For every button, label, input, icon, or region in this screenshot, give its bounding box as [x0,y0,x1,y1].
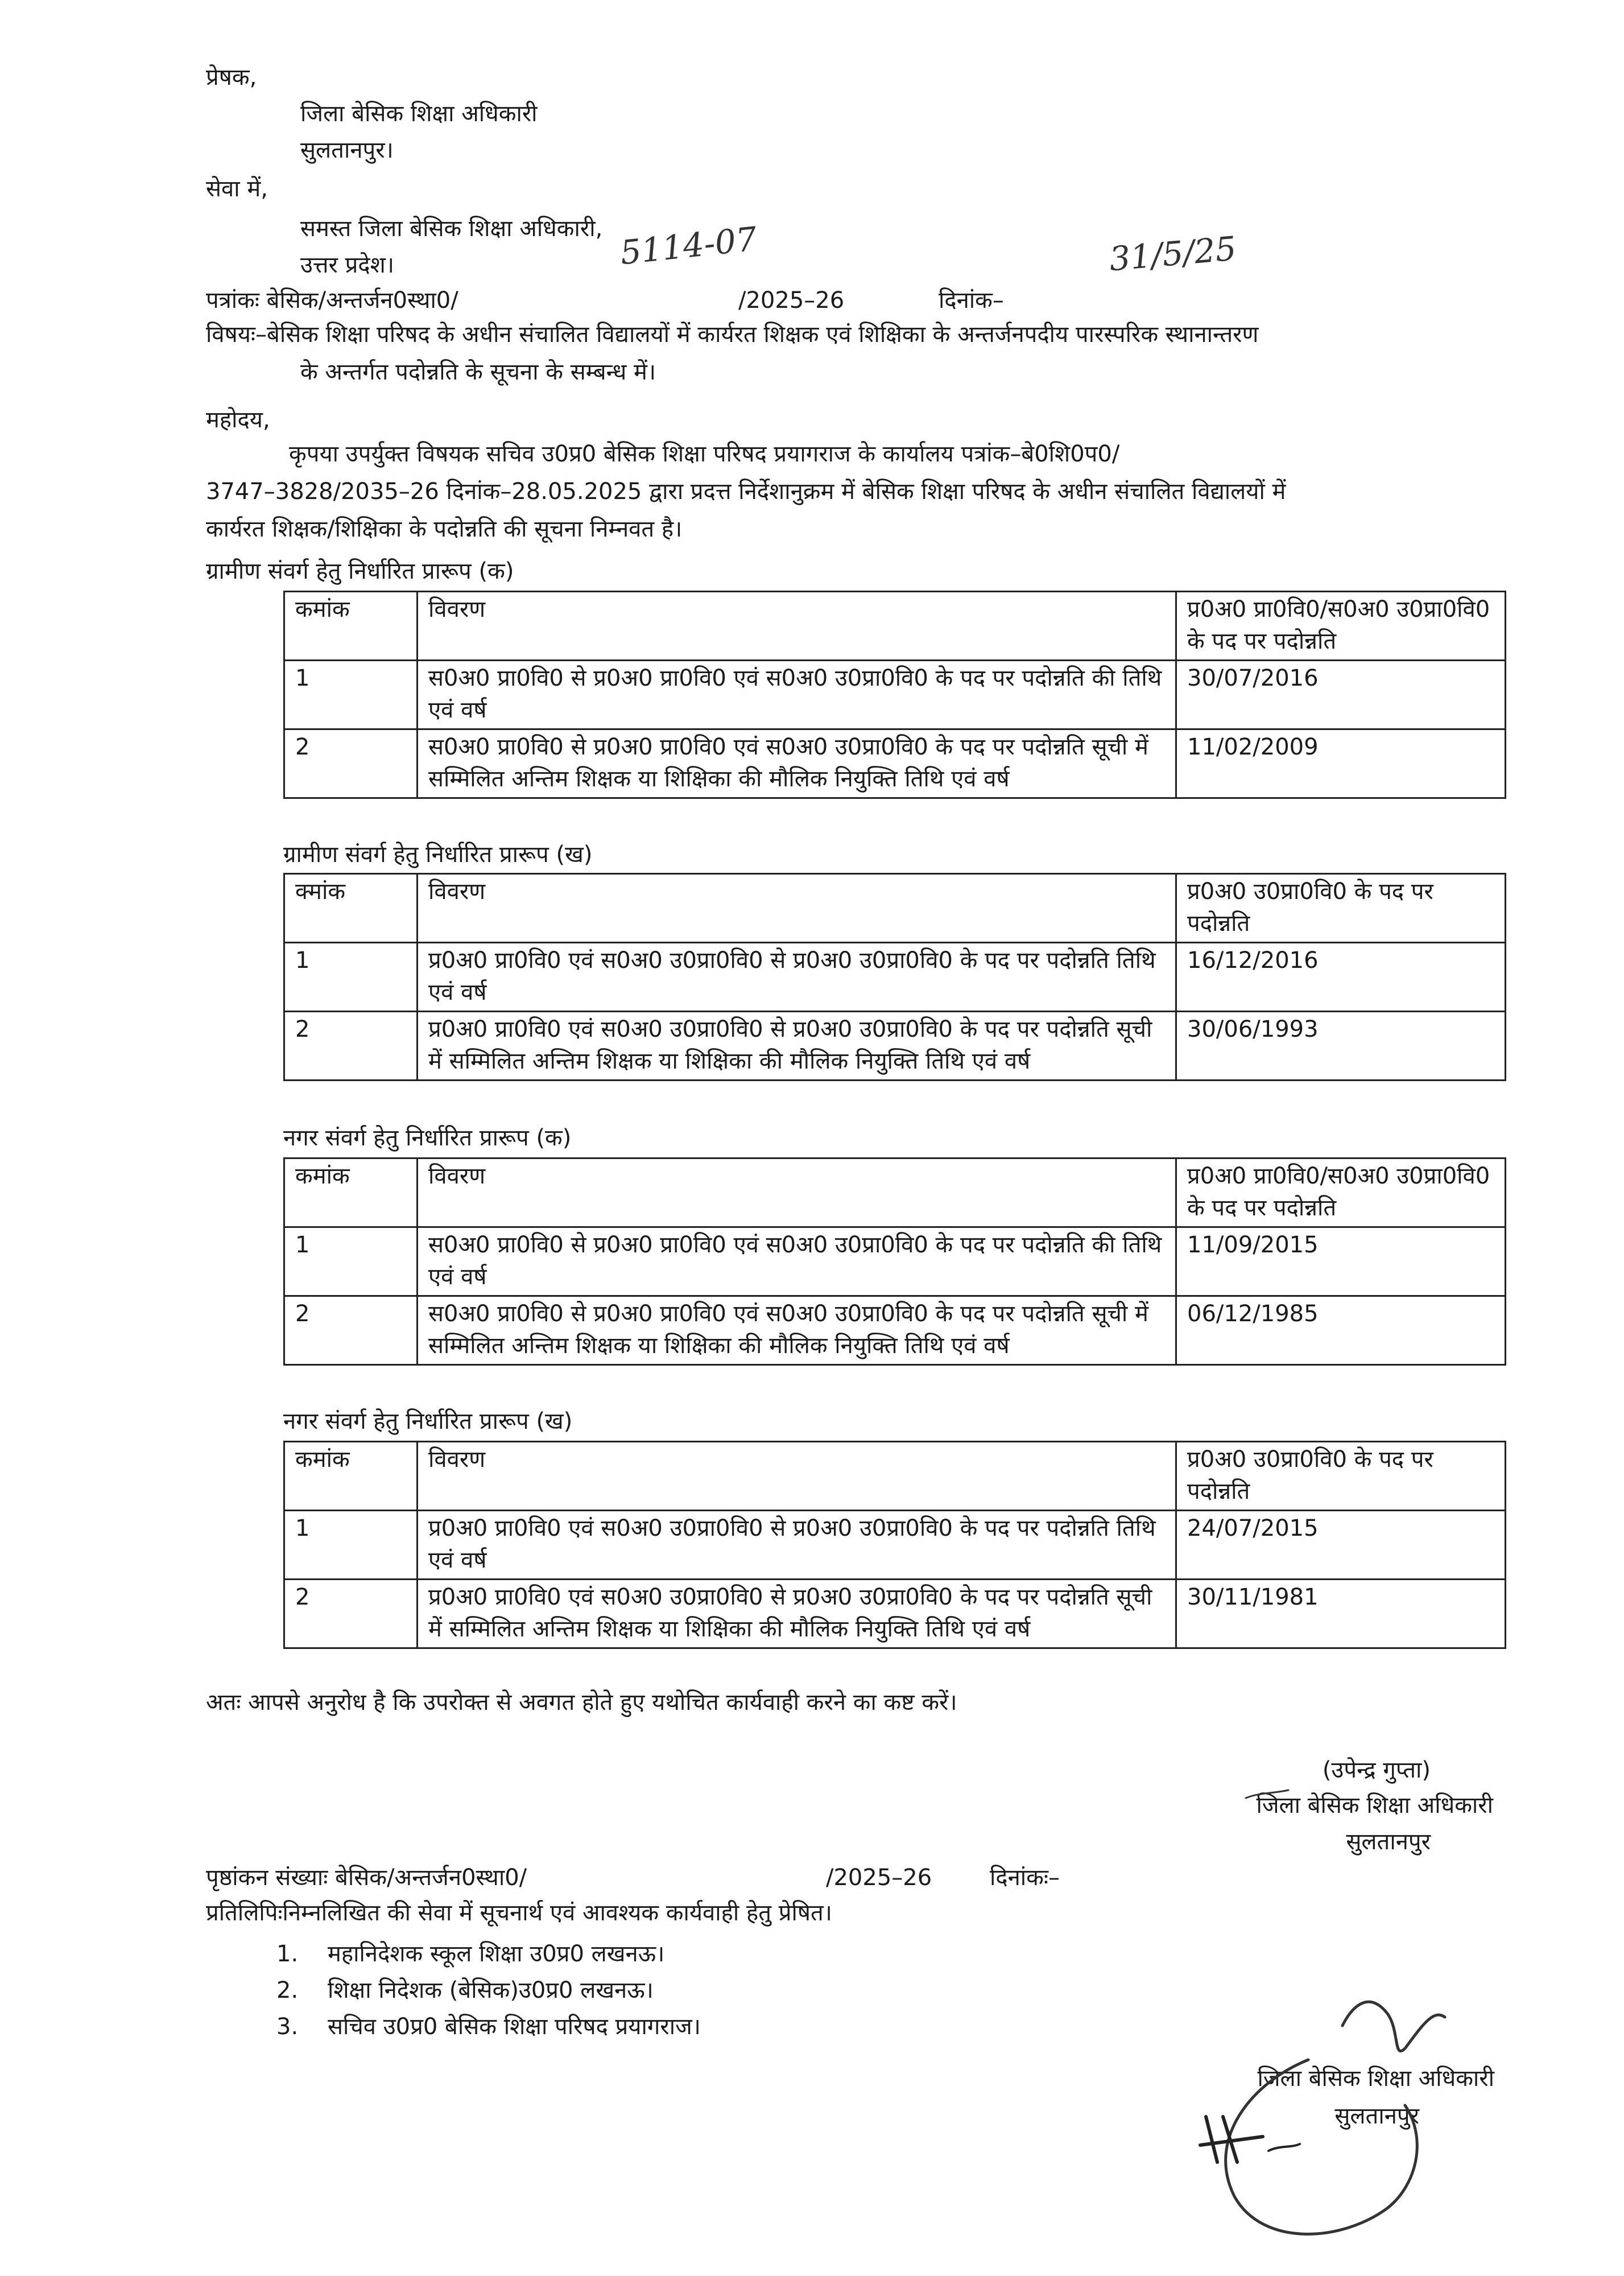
header-promotion: प्र0अ0 उ0प्रा0वि0 के पद पर पदोन्नति [1176,1442,1506,1511]
row-date: 06/12/1985 [1176,1296,1506,1365]
row-description: स0अ0 प्रा0वि0 से प्र0अ0 प्रा0वि0 एवं स0अ0 उ0प्रा0वि0 के पद पर पदोन्नति की तिथि एवं वर्ष [418,1227,1176,1296]
row-serial: 2 [284,1580,418,1648]
signature-place: सुलतानपुर [1346,1829,1431,1855]
row-description: स0अ0 प्रा0वि0 से प्र0अ0 प्रा0वि0 एवं स0अ0 उ0प्रा0वि0 के पद पर पदोन्नति सूची में सम्मिलित अन्तिम शिक्षक या शिक्षिका की मौलिक नियुक्ति तिथि एवं वर्ष [418,729,1176,798]
row-description: प्र0अ0 प्रा0वि0 एवं स0अ0 उ0प्रा0वि0 से प्र0अ0 उ0प्रा0वि0 के पद पर पदोन्नति सूची में सम्मिलित अन्तिम शिक्षक या शिक्षिका की मौलिक नियुक्ति तिथि एवं वर्ष [418,1580,1176,1648]
header-serial: क्मांक [284,874,418,943]
row-serial: 1 [284,1511,418,1580]
recipient-text: महानिदेशक स्कूल शिक्षा उ0प्र0 लखनऊ। [328,1941,665,1967]
header-serial: कमांक [284,1158,418,1227]
row-description: प्र0अ0 प्रा0वि0 एवं स0अ0 उ0प्रा0वि0 से प्र0अ0 उ0प्रा0वि0 के पद पर पदोन्नति सूची में सम्मिलित अन्तिम शिक्षक या शिक्षिका की मौलिक नियुक्ति तिथि एवं वर्ष [418,1012,1176,1081]
header-serial: कमांक [284,1442,418,1511]
recipient-number: 3. [276,2014,299,2040]
body-line-1: कृपया उपर्युक्त विषयक सचिव उ0प्र0 बेसिक शिक्षा परिषद प्रयागराज के कार्यालय पत्रांक–बे0शि0प0/ [289,441,1120,467]
recipient-number: 1. [276,1941,299,1967]
ref-label: पत्रांकः बेसिक/अन्तर्जन0स्था0/ [206,287,458,314]
endorsement-signature-title: जिला बेसिक शिक्षा अधिकारी [1257,2065,1494,2092]
row-description: प्र0अ0 प्रा0वि0 एवं स0अ0 उ0प्रा0वि0 से प्र0अ0 उ0प्रा0वि0 के पद पर पदोन्नति तिथि एवं वर्ष [418,943,1176,1012]
body-line-3: कार्यरत शिक्षक/शिक्षिका के पदोन्नति की सूचना निम्नवत है। [206,516,683,542]
sender-place: सुलतानपुर। [300,137,394,163]
row-date: 30/06/1993 [1176,1012,1506,1081]
recipient-text: शिक्षा निदेशक (बेसिक)उ0प्र0 लखनऊ। [328,1977,654,2003]
row-serial: 2 [284,1012,418,1081]
closing-request: अतः आपसे अनुरोध है कि उपरोक्त से अवगत होते हुए यथोचित कार्यवाही करने का कष्ट करें। [206,1689,957,1716]
row-serial: 1 [284,1227,418,1296]
sender-title: जिला बेसिक शिक्षा अधिकारी [300,101,538,127]
row-description: प्र0अ0 प्रा0वि0 एवं स0अ0 उ0प्रा0वि0 से प्र0अ0 उ0प्रा0वि0 के पद पर पदोन्नति तिथि एवं वर्ष [418,1511,1176,1580]
body-line-2: 3747–3828/2035–26 दिनांक–28.05.2025 द्वारा प्रदत्त निर्देशानुक्रम में बेसिक शिक्षा परिषद के अधीन संचालित विद्यालयों में [206,479,1286,505]
to-label: सेवा में, [206,176,268,202]
header-description: विवरण [418,874,1176,943]
row-date: 30/11/1981 [1176,1580,1506,1648]
ref-date-label: दिनांक– [939,287,1004,314]
ref-year: /2025–26 [738,287,845,314]
row-serial: 2 [284,729,418,798]
row-date: 11/09/2015 [1176,1227,1506,1296]
header-description: विवरण [418,1442,1176,1511]
header-serial: कमांक [284,592,418,661]
table-4-title: नगर संवर्ग हेतु निर्धारित प्रारूप (ख) [283,1408,573,1434]
row-date: 24/07/2015 [1176,1511,1506,1580]
row-serial: 2 [284,1296,418,1365]
endorsement-signature-place: सुलतानपुर [1334,2103,1419,2129]
table-2-title: ग्रामीण संवर्ग हेतु निर्धारित प्रारूप (ख) [283,842,593,868]
to-title: समस्त जिला बेसिक शिक्षा अधिकारी, [300,216,603,242]
row-date: 11/02/2009 [1176,729,1506,798]
sender-label: प्रेषक, [206,64,257,90]
recipient-number: 2. [276,1977,299,2003]
row-date: 30/07/2016 [1176,661,1506,729]
header-promotion: प्र0अ0 उ0प्रा0वि0 के पद पर पदोन्नति [1176,874,1506,943]
table-1-title: ग्रामीण संवर्ग हेतु निर्धारित प्रारूप (क) [206,558,514,584]
recipient-text: सचिव उ0प्र0 बेसिक शिक्षा परिषद प्रयागराज। [328,2014,701,2040]
header-description: विवरण [418,592,1176,661]
signature-title: जिला बेसिक शिक्षा अधिकारी [1256,1792,1493,1819]
endorsement-date-label: दिनांकः– [990,1865,1060,1891]
subject-line-1: विषयः–बेसिक शिक्षा परिषद के अधीन संचालित विद्यालयों में कार्यरत शिक्षक एवं शिक्षिका के अन्तर्जनपदीय पारस्परिक स्थानान्तरण [206,321,1259,348]
header-promotion: प्र0अ0 प्रा0वि0/स0अ0 उ0प्रा0वि0 के पद पर पदोन्नति [1176,1158,1506,1227]
row-description: स0अ0 प्रा0वि0 से प्र0अ0 प्रा0वि0 एवं स0अ0 उ0प्रा0वि0 के पद पर पदोन्नति सूची में सम्मिलित अन्तिम शिक्षक या शिक्षिका की मौलिक नियुक्ति तिथि एवं वर्ष [418,1296,1176,1365]
header-description: विवरण [418,1158,1176,1227]
row-description: स0अ0 प्रा0वि0 से प्र0अ0 प्रा0वि0 एवं स0अ0 उ0प्रा0वि0 के पद पर पदोन्नति की तिथि एवं वर्ष [418,661,1176,729]
salutation: महोदय, [206,407,270,433]
endorsement-ref-year: /2025–26 [826,1865,932,1891]
subject-line-2: के अन्तर्गत पदोन्नति के सूचना के सम्बन्ध में। [300,359,656,385]
header-promotion: प्र0अ0 प्रा0वि0/स0अ0 उ0प्रा0वि0 के पद पर पदोन्नति [1176,592,1506,661]
table-3-title: नगर संवर्ग हेतु निर्धारित प्रारूप (क) [283,1125,572,1151]
handwritten-number: 5114-07 [618,219,759,273]
signature-name: (उपेन्द्र गुप्ता) [1322,1757,1431,1783]
endorsement-ref-label: पृष्ठांकन संख्याः बेसिक/अन्तर्जन0स्था0/ [206,1865,527,1891]
to-place: उत्तर प्रदेश। [300,252,394,278]
row-date: 16/12/2016 [1176,943,1506,1012]
row-serial: 1 [284,661,418,729]
copy-line: प्रतिलिपिःनिम्नलिखित की सेवा में सूचनार्थ एवं आवश्यक कार्यवाही हेतु प्रेषित। [206,1900,832,1926]
row-serial: 1 [284,943,418,1012]
handwritten-date: 31/5/25 [1108,229,1238,279]
